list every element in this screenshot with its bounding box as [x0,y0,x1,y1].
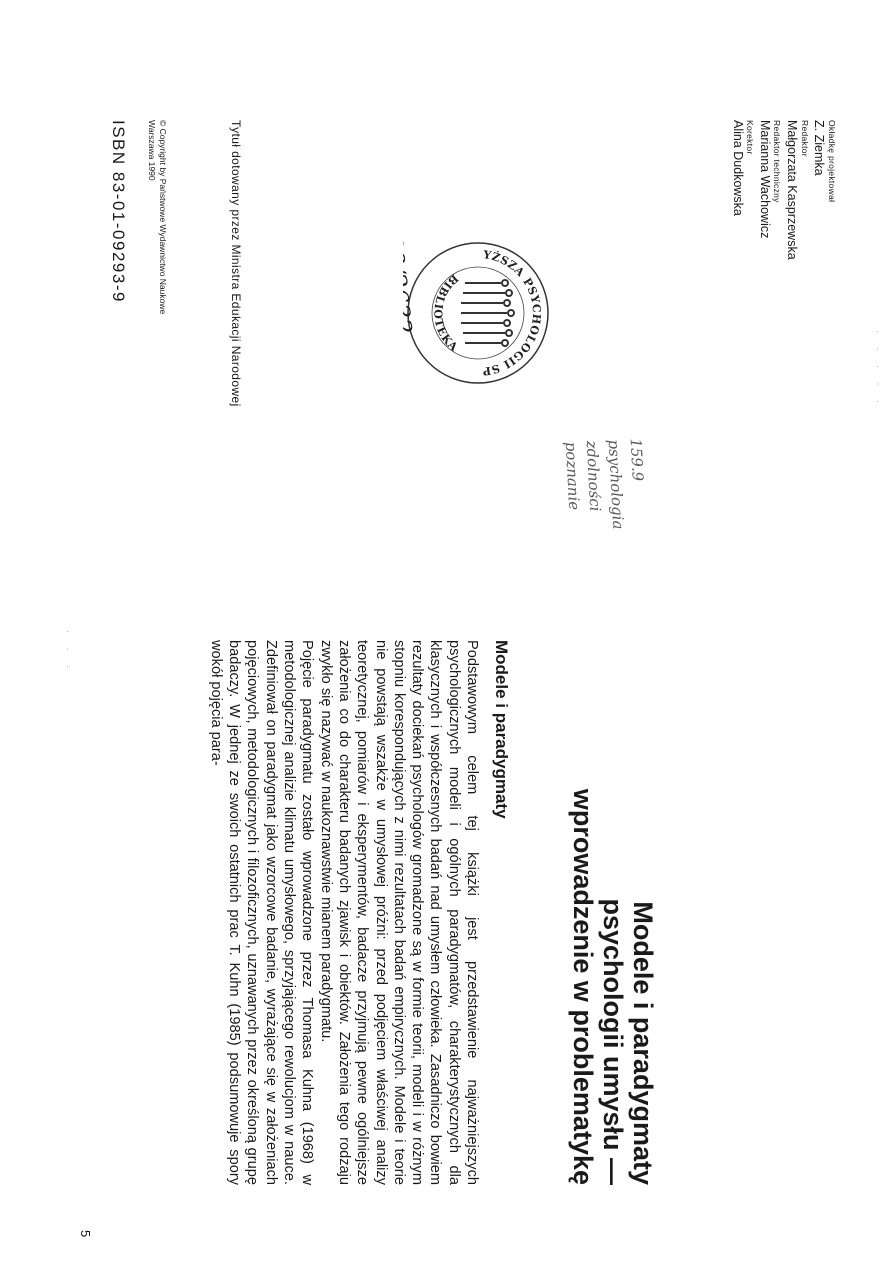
stamp-graphic [403,238,553,388]
handwritten-classification: 159.9 [626,437,647,482]
credit-person: Alina Dudkowska [730,120,745,216]
chapter-title [567,640,658,1185]
body-text [207,640,481,1185]
handwritten-note: poznanie [561,441,584,511]
scan-specks: · · · [63,630,73,674]
stamp-number: 98/2632 [403,238,418,336]
credit-person: Z. Ziemka [812,120,827,176]
library-stamp [403,238,553,388]
copyright-line: © Copyright by Państwowe Wydawnictwo Naukowe [158,120,168,315]
title-line: psychologii umysłu — [597,898,628,1185]
title-line: wprowadzenie w problematykę [567,788,598,1185]
handwritten-note: psychologia [604,438,628,530]
title-line: Modele i paradygmaty [628,901,658,1185]
credit-role: Redaktor techniczny [772,120,783,203]
scan-specks: · · · · · [873,330,883,409]
isbn: ISBN 83-01-09293-9 [109,120,128,303]
funding-note: Tytuł dotowany przez Ministra Edukacji Narodowej [229,120,243,407]
credit-role: Redaktor [799,120,810,157]
svg-text:BIBLIOTEKA [431,272,461,355]
credit-role: Okładkę projektował [827,120,837,203]
stamp-library-text: BIBLIOTEKA [431,271,461,355]
copyright-notice [145,120,168,314]
handwritten-notes [559,438,651,532]
paragraph: Podstawowym celem tej książki jest przedstawienie najważniejszych psychologicznych modeli i ogólnych paradygmatów, charakterystycznych dla klasycznych i współczesnych badań nad umysłem człowieka. Zasadniczo bowiem rezultaty dociekań psychologów gromadzone są w formie teorii, modeli i w różnym stopniu korespondujących z nimi rezultatach badań empirycznych. Modele i teorie nie powstają wszakże w umysłowej próżni: przed podjęciem właściwej analizy teoretycznej, pomiarów i eksperymentów, badacze przyjmują pewne ogólniejsze założenia co do charakteru badanych zjawisk i obiektów. Założenia tego rodzaju zwykło się nazywać w naukoznawstwie mianem paradygmatu. [317,640,480,1185]
copyright-place-year: Warszawa 1990 [146,120,157,181]
handwritten-note: zdolności [583,440,605,512]
credit-person: Małgorzata Kasprzewska [785,120,800,260]
section-heading: Modele i paradygmaty [492,640,511,819]
stamp-ring-text: YŻSZA PSYCHOLOGII SP [481,248,544,378]
stamp-figures-icon [461,280,514,346]
credits-block [728,120,837,260]
credit-person: Marianna Wachowicz [757,120,772,239]
page-number: 5 [78,1230,93,1238]
credit-role: Korektor [745,120,756,155]
paragraph: Pojęcie paradygmatu zostało wprowadzone przez Thomasa Kuhna (1968) w metodologicznej analizie klimatu umysłowego, sprzyjającego rewolucjom w nauce. Zdefiniował on paradygmat jako wzorcowe badanie, wyrażające się w założeniach pojęciowych, metodologicznych i filozoficznych, uznawanych przez określoną grupę badaczy. W jednej ze swoich ostatnich prac T. Kuhn (1985) podsumowuje spory wokół pojęcia para- [207,640,316,1185]
